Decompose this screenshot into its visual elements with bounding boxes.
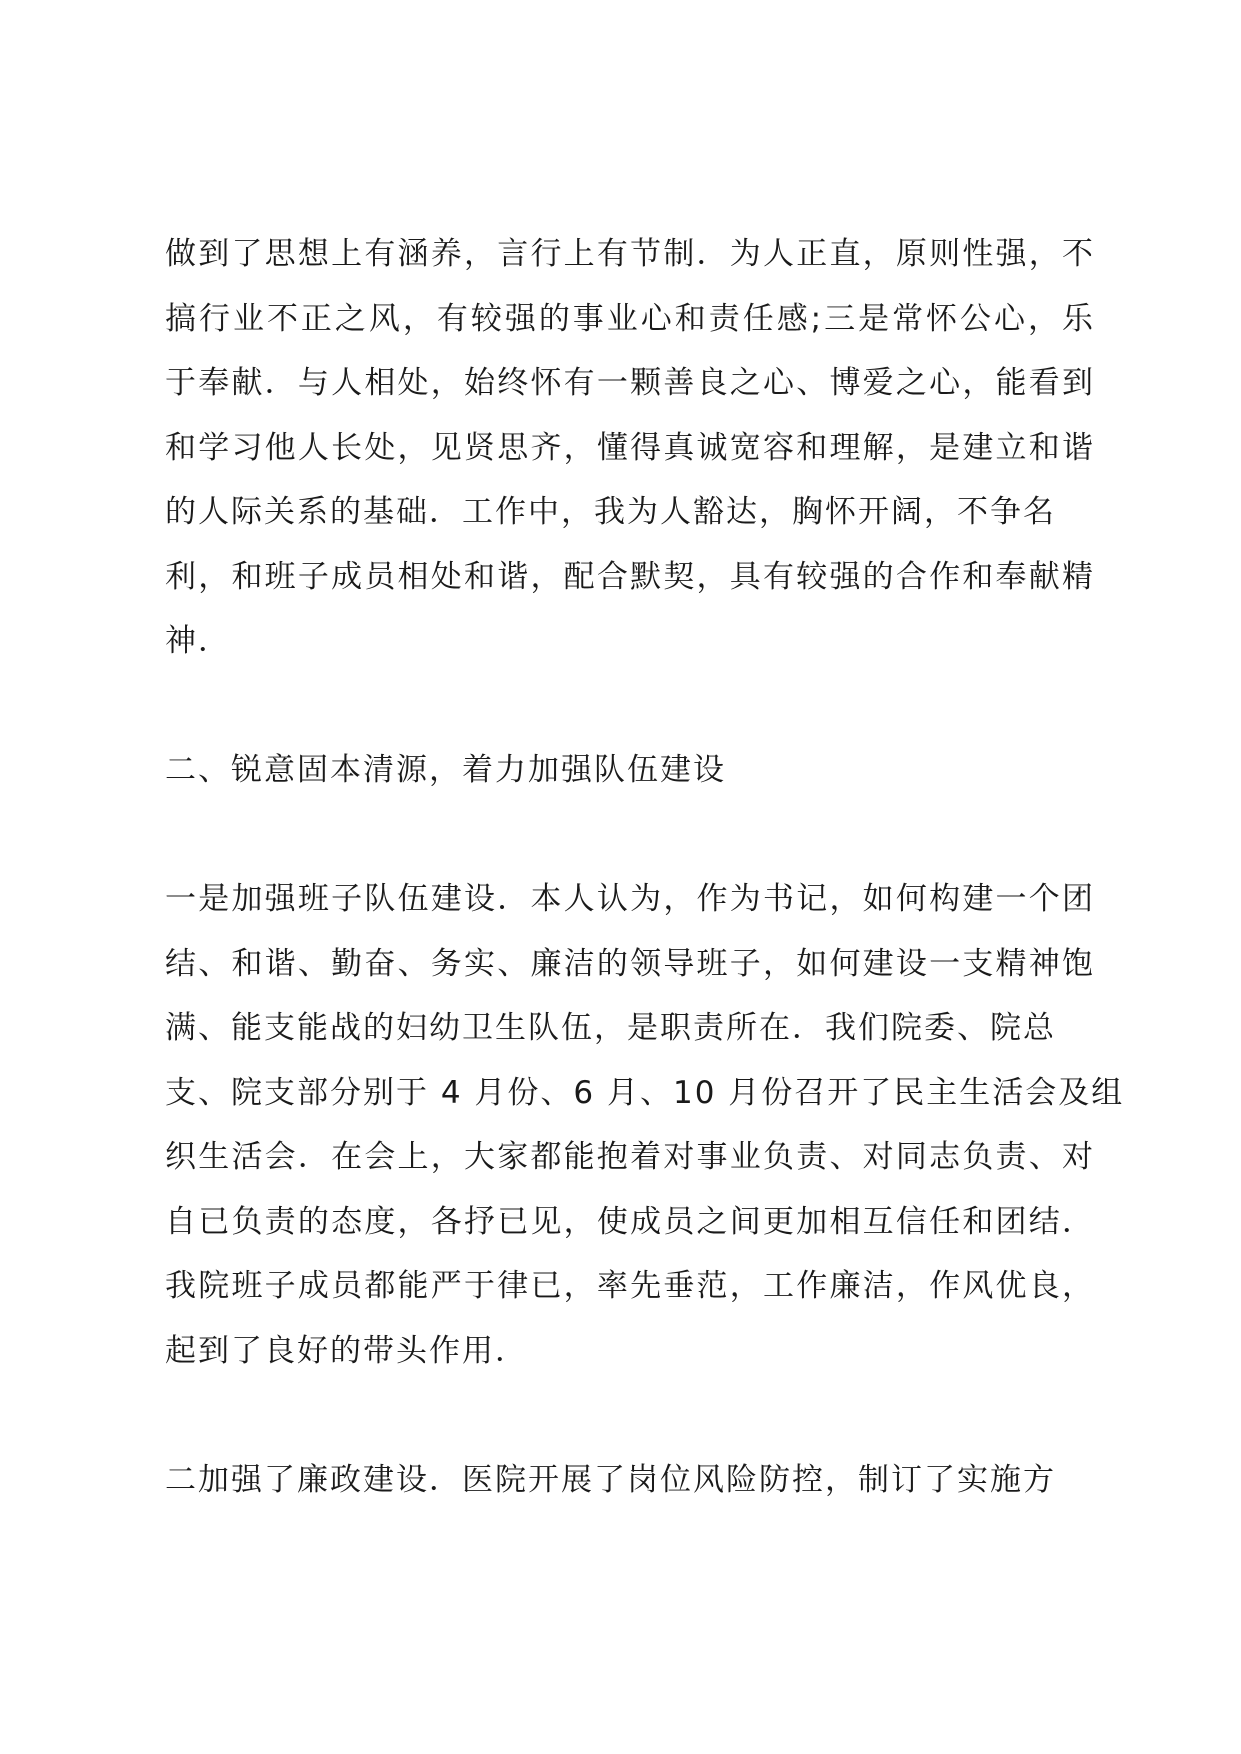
section-heading xyxy=(165,738,1095,803)
text-line: 支、院支部分别于 4 月份、6 月、10 月份召开了民主生活会及组 xyxy=(165,1074,1125,1111)
text-line: 起到了良好的带头作用． xyxy=(165,1332,528,1369)
text-line: 于奉献．与人相处，始终怀有一颗善良之心、博爱之心，能看到 xyxy=(165,365,1095,401)
text-line: 二加强了廉政建设．医院开展了岗位风险防控，制订了实施方 xyxy=(165,1461,1056,1498)
paragraph-gap xyxy=(165,803,1095,868)
paragraph-team-building xyxy=(165,867,1125,1383)
text-line: 做到了思想上有涵养，言行上有节制．为人正直，原则性强，不 xyxy=(165,236,1095,272)
paragraph-gap xyxy=(165,1383,1095,1448)
text-line: 神． xyxy=(165,623,231,659)
paragraph-gap xyxy=(165,674,1095,739)
paragraph-clean-government xyxy=(165,1448,1095,1513)
paragraph-integrity xyxy=(165,222,1095,674)
text-line: 自已负责的态度，各抒已见，使成员之间更加相互信任和团结． xyxy=(165,1203,1095,1240)
text-line: 满、能支能战的妇幼卫生队伍，是职责所在．我们院委、院总 xyxy=(165,1010,1056,1046)
document-body xyxy=(165,222,1125,1512)
text-line: 织生活会．在会上，大家都能抱着对事业负责、对同志负责、对 xyxy=(165,1139,1095,1175)
text-line: 的人际关系的基础．工作中，我为人豁达，胸怀开阔，不争名 xyxy=(165,494,1056,530)
text-line: 我院班子成员都能严于律已，率先垂范，工作廉洁，作风优良， xyxy=(165,1268,1095,1304)
text-line: 一是加强班子队伍建设．本人认为，作为书记，如何构建一个团 xyxy=(165,881,1095,917)
heading-text: 二、锐意固本清源，着力加强队伍建设 xyxy=(165,752,726,788)
text-line: 和学习他人长处，见贤思齐，懂得真诚宽容和理解，是建立和谐 xyxy=(165,429,1095,466)
text-line: 搞行业不正之风，有较强的事业心和责任感;三是常怀公心，乐 xyxy=(165,300,1095,337)
text-line: 利，和班子成员相处和谐，配合默契，具有较强的合作和奉献精 xyxy=(165,558,1095,595)
text-line: 结、和谐、勤奋、务实、廉洁的领导班子，如何建设一支精神饱 xyxy=(165,945,1095,982)
